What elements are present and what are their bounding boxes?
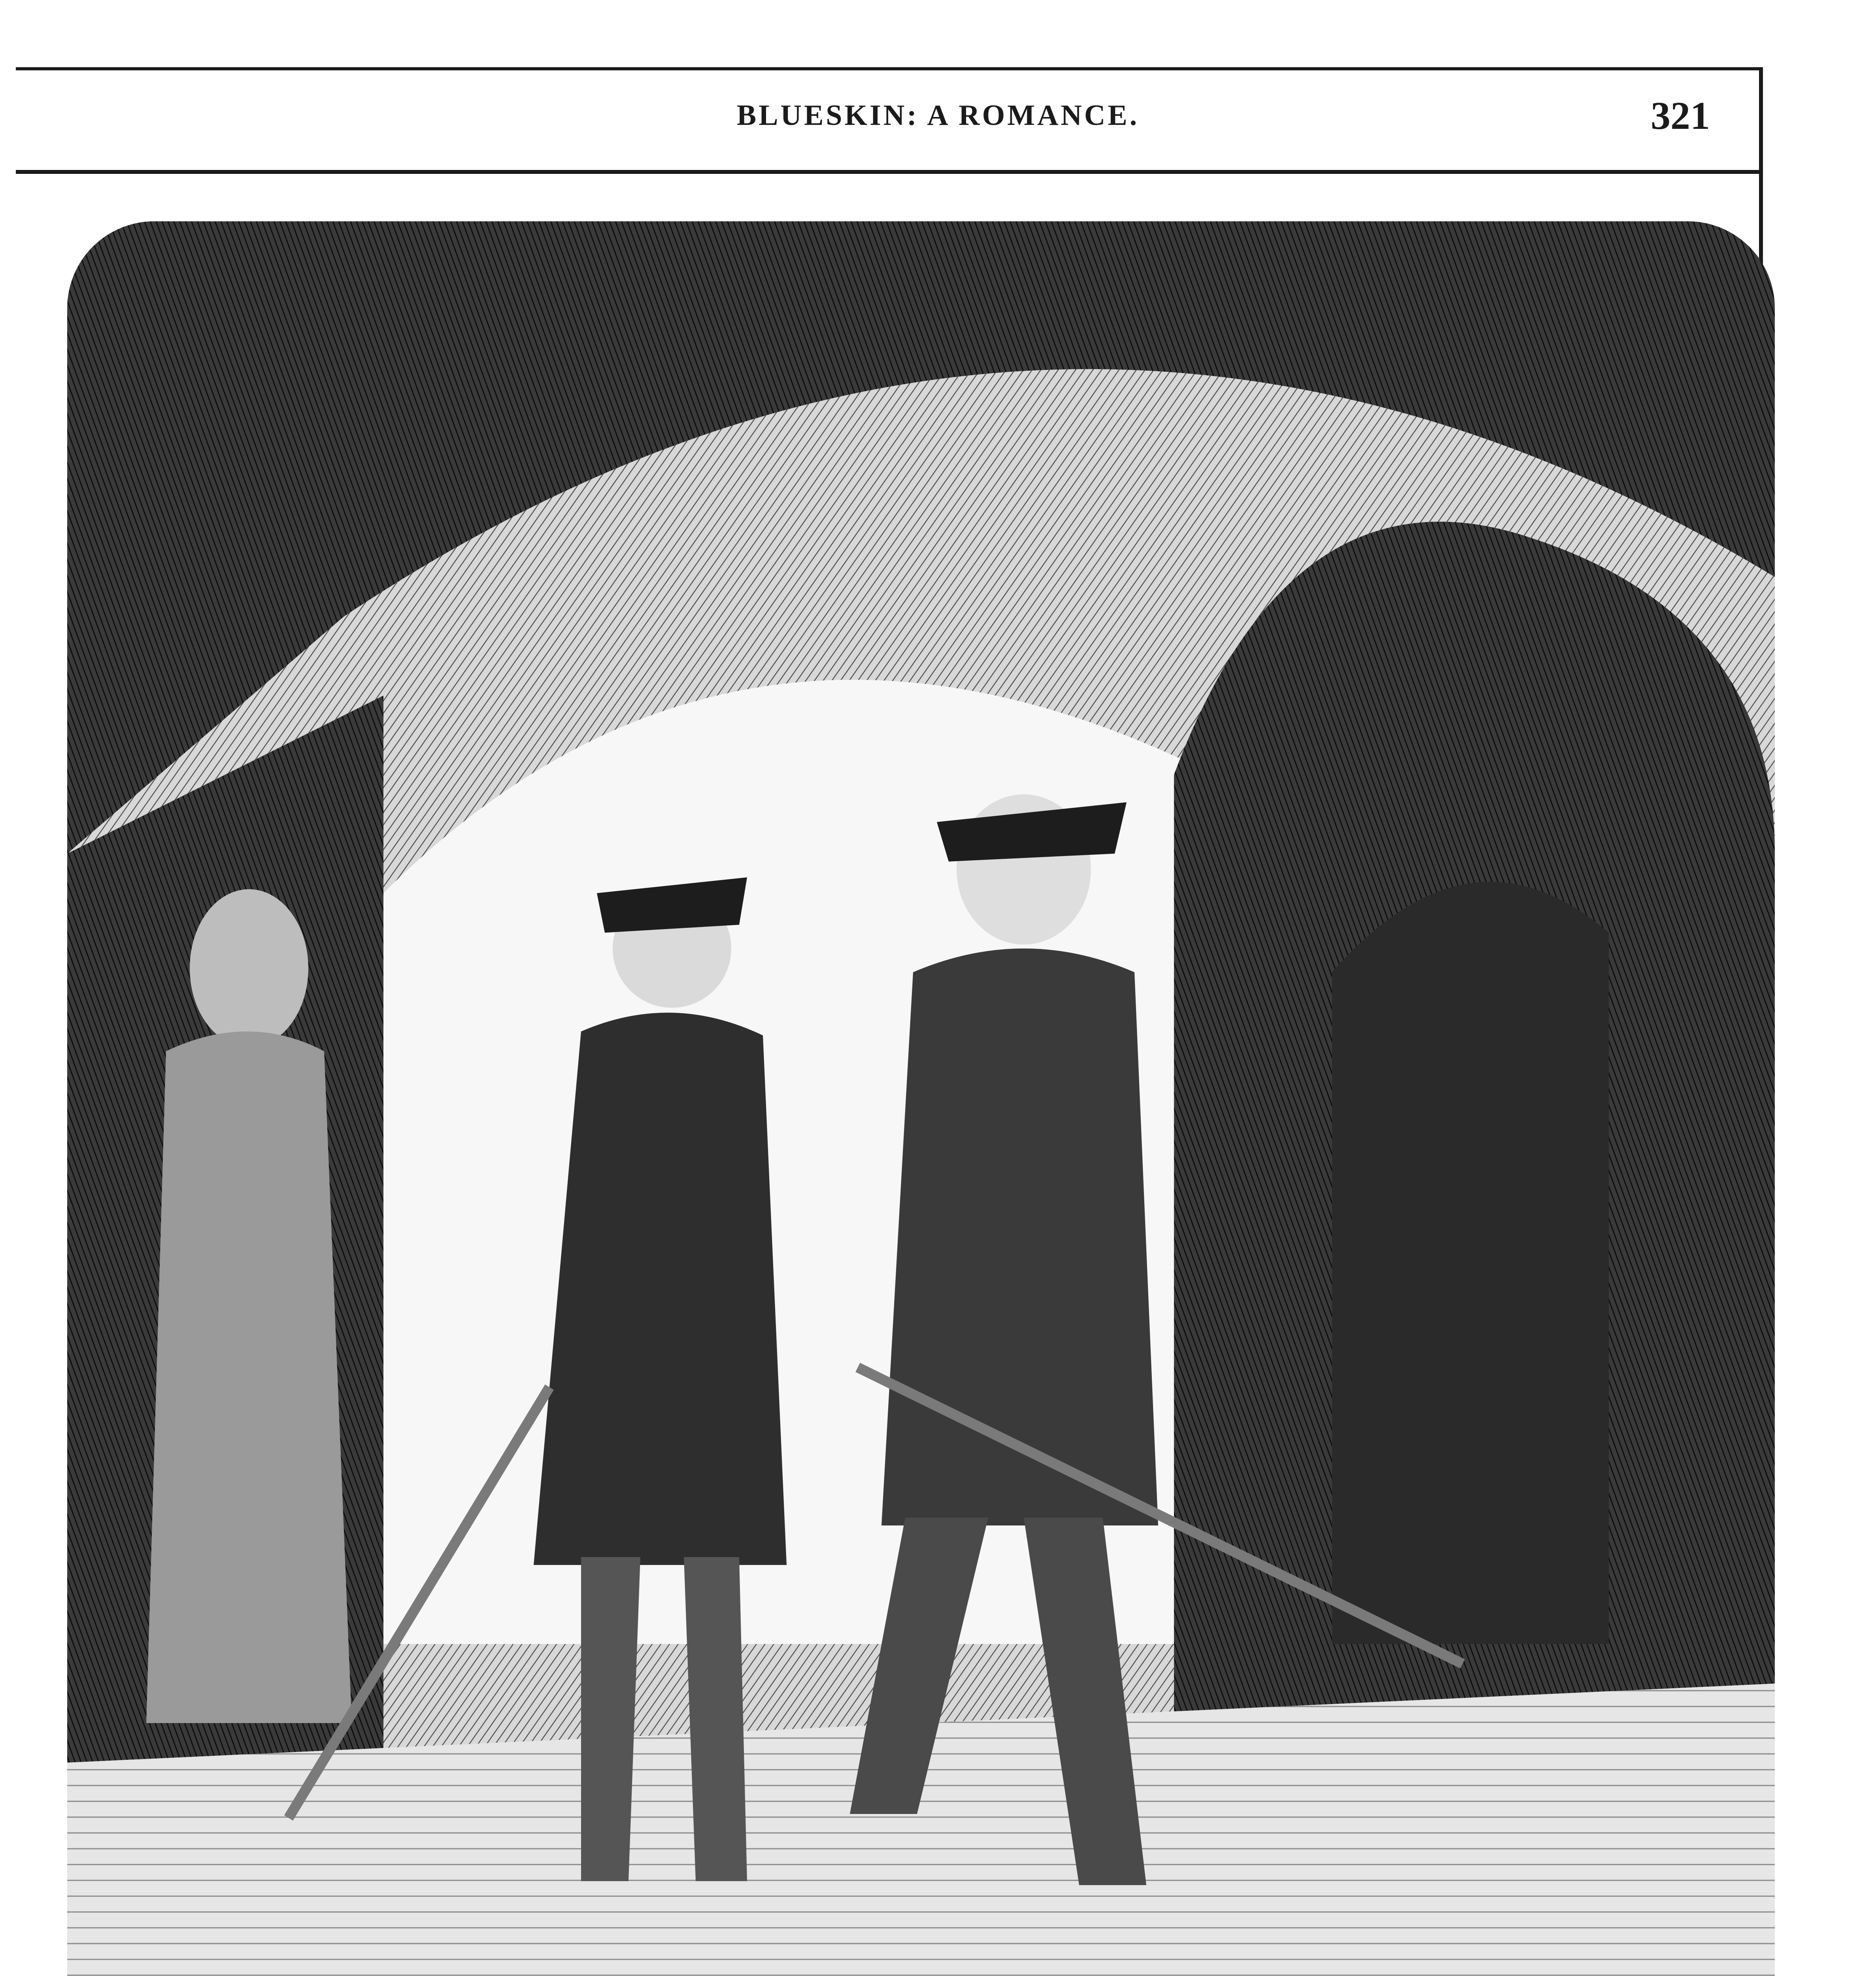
page-number: 321	[1651, 94, 1710, 138]
engraving-illustration	[67, 221, 1775, 1976]
running-header-title: BLUESKIN: A ROMANCE.	[736, 99, 1140, 132]
cathedral-scene-image	[67, 221, 1775, 1976]
header-rule	[16, 170, 1763, 174]
top-rule	[16, 67, 1763, 70]
